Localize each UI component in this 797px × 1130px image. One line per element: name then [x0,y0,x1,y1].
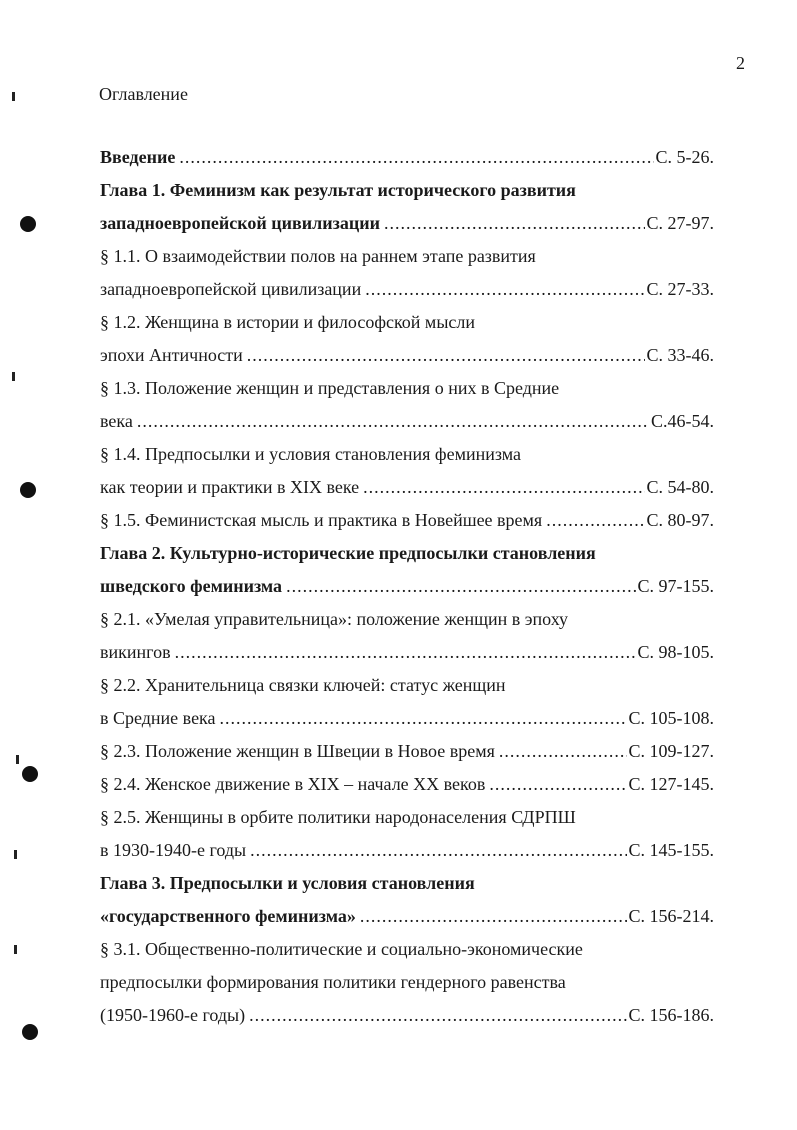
dot-leader [286,570,635,603]
dot-leader [175,636,636,669]
toc-page-ref: С. 54-80. [646,477,714,497]
toc-line [100,570,714,603]
toc-entry-text: § 2.2. Хранительница связки ключей: статус женщин [100,675,506,695]
toc-page-ref: С. 127-145. [628,774,714,794]
toc-line [100,603,714,636]
toc-line [100,702,714,735]
toc-entry-text: (1950-1960-е годы) [100,1005,246,1025]
dot-leader [365,273,644,306]
binder-tick-5 [14,945,17,954]
toc-entry-text: § 1.1. О взаимодействии полов на раннем этапе развития [100,246,536,266]
toc-line [100,471,714,504]
toc-line [100,372,714,405]
toc-line [100,966,714,999]
toc-entry-text: эпохи Античности [100,345,243,365]
toc-line [100,636,714,669]
toc-line [100,801,714,834]
toc-entry-text: Введение [100,147,176,167]
binder-tick-2 [12,372,15,381]
toc-entry-text: § 1.4. Предпосылки и условия становления феминизма [100,444,521,464]
toc-line [100,405,714,438]
toc-line [100,174,714,207]
toc-page-ref: С. 98-105. [637,642,714,662]
dot-leader [384,207,645,240]
toc-entry-text: предпосылки формирования политики гендерного равенства [100,972,566,992]
dot-leader [179,141,653,174]
dot-leader [489,768,626,801]
toc-page-ref: С. 5-26. [655,147,714,167]
toc-line [100,339,714,372]
toc-page-ref: С.46-54. [651,411,714,431]
toc-entry-text: шведского феминизма [100,576,283,596]
toc-entry-text: § 1.2. Женщина в истории и философской мысли [100,312,476,332]
binder-hole-1 [20,216,36,232]
toc-entry-text: § 2.1. «Умелая управительница»: положение женщин в эпоху [100,609,569,629]
toc-line [100,438,714,471]
binder-tick-4 [14,850,17,859]
toc-entry-text: § 2.4. Женское движение в XIX – начале XX веков [100,774,486,794]
dot-leader [363,471,644,504]
toc-line [100,669,714,702]
toc-entry-text: § 1.5. Феминистская мысль и практика в Новейшее время [100,510,543,530]
toc-entry-text: западноевропейской цивилизации [100,279,362,299]
toc-line [100,768,714,801]
toc-entry-text: Глава 3. Предпосылки и условия становления [100,873,475,893]
toc-entry-text: века [100,411,133,431]
dot-leader [250,834,626,867]
page-title: Оглавление [99,84,188,104]
binder-tick-3 [16,755,19,764]
dot-leader [220,702,627,735]
table-of-contents [100,141,714,1032]
toc-page-ref: С. 80-97. [646,510,714,530]
dot-leader [247,339,645,372]
toc-line [100,900,714,933]
binder-hole-2 [20,482,36,498]
toc-line [100,933,714,966]
dot-leader [249,999,626,1032]
toc-page-ref: С. 33-46. [646,345,714,365]
toc-page-ref: С. 105-108. [628,708,714,728]
dot-leader [137,405,649,438]
toc-line [100,834,714,867]
toc-page-ref: С. 27-33. [646,279,714,299]
toc-page-ref: С. 156-186. [628,1005,714,1025]
toc-line [100,207,714,240]
toc-line [100,867,714,900]
toc-page-ref: С. 156-214. [628,906,714,926]
toc-entry-text: в 1930-1940-е годы [100,840,247,860]
toc-entry-text: как теории и практики в XIX веке [100,477,360,497]
toc-line [100,141,714,174]
toc-page-ref: С. 145-155. [628,840,714,860]
toc-line [100,273,714,306]
toc-line [100,306,714,339]
toc-page-ref: С. 109-127. [628,741,714,761]
binder-hole-4 [22,1024,38,1040]
page-number: 2 [736,53,745,73]
toc-entry-text: в Средние века [100,708,216,728]
dot-leader [499,735,627,768]
toc-entry-text: § 3.1. Общественно-политические и социально-экономические [100,939,583,959]
toc-line [100,999,714,1032]
toc-page-ref: С. 97-155. [637,576,714,596]
toc-entry-text: Глава 2. Культурно-исторические предпосылки становления [100,543,596,563]
toc-line [100,240,714,273]
dot-leader [360,900,627,933]
toc-entry-text: § 2.3. Положение женщин в Швеции в Новое время [100,741,495,761]
toc-line [100,504,714,537]
toc-page-ref: С. 27-97. [646,213,714,233]
toc-entry-text: § 1.3. Положение женщин и представления о них в Средние [100,378,560,398]
toc-entry-text: викингов [100,642,171,662]
toc-entry-text: Глава 1. Феминизм как результат исторического развития [100,180,576,200]
binder-hole-3 [22,766,38,782]
binder-tick-1 [12,92,15,101]
toc-line [100,537,714,570]
toc-entry-text: западноевропейской цивилизации [100,213,380,233]
toc-entry-text: «государственного феминизма» [100,906,356,926]
dot-leader [546,504,644,537]
toc-line [100,735,714,768]
toc-entry-text: § 2.5. Женщины в орбите политики народонаселения СДРПШ [100,807,576,827]
